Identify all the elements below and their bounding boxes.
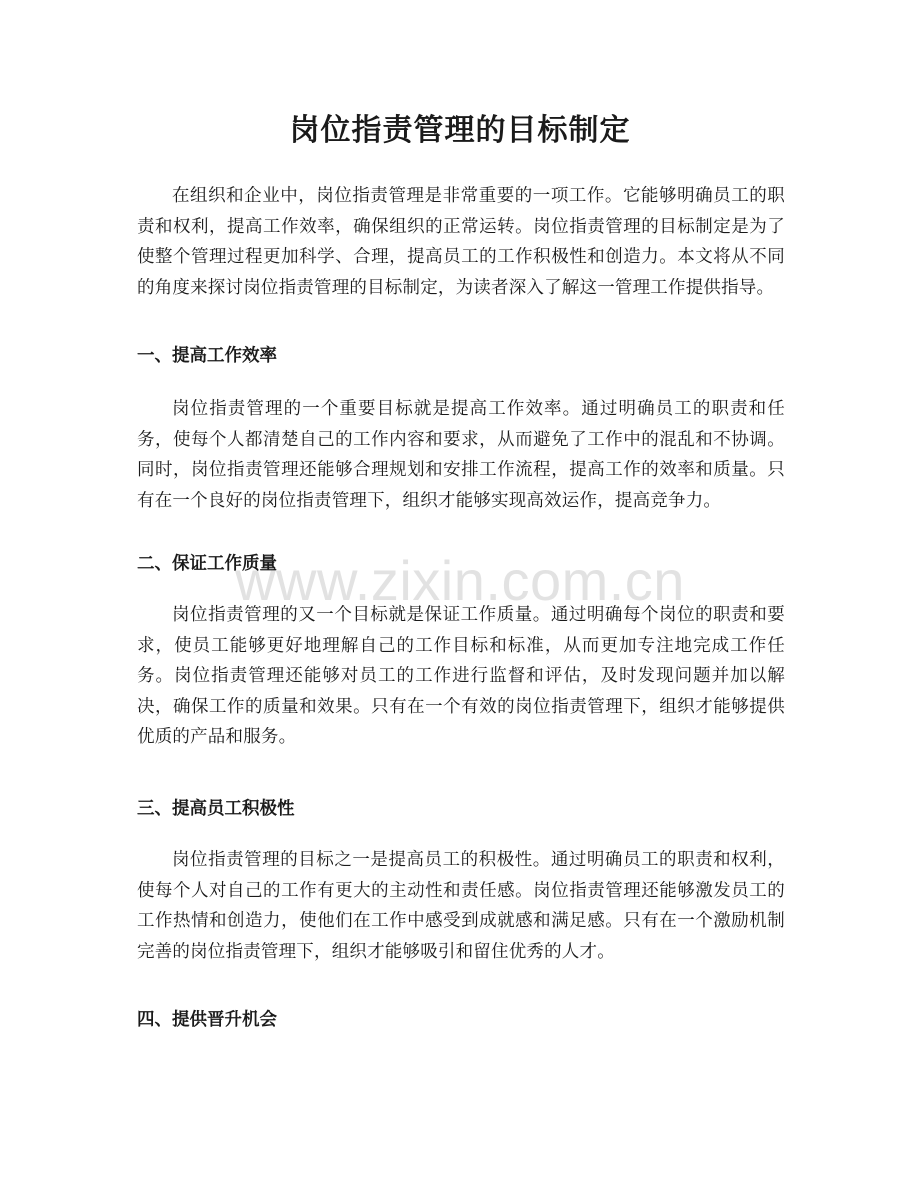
intro-paragraph: 在组织和企业中，岗位指责管理是非常重要的一项工作。它能够明确员工的职责和权利，提高工作效率，确保组织的正常运转。岗位指责管理的目标制定是为了使整个管理过程更加科学、合理，提高员工的工作积极性和创造力。本文将从不同的角度来探讨岗位指责管理的目标制定，为读者深入了解这一管理工作提供指导。	[137, 186, 785, 298]
section-heading-efficiency: 一、提高工作效率	[137, 346, 277, 366]
section-heading-motivation: 三、提高员工积极性	[137, 799, 295, 819]
section-body-motivation: 岗位指责管理的目标之一是提高员工的积极性。通过明确员工的职责和权利，使每个人对自己的工作有更大的主动性和责任感。岗位指责管理还能够激发员工的工作热情和创造力，使他们在工作中感受到成就感和满足感。只有在一个激励机制完善的岗位指责管理下，组织才能够吸引和留住优秀的人才。	[137, 850, 785, 962]
document-title: 岗位指责管理的目标制定	[289, 113, 631, 148]
section-heading-quality: 二、保证工作质量	[137, 554, 277, 574]
section-body-quality: 岗位指责管理的又一个目标就是保证工作质量。通过明确每个岗位的职责和要求，使员工能够更好地理解自己的工作目标和标准，从而更加专注地完成工作任务。岗位指责管理还能够对员工的工作进行监督和评估，及时发现问题并加以解决，确保工作的质量和效果。只有在一个有效的岗位指责管理下，组织才能够提供优质的产品和服务。	[137, 605, 785, 747]
watermark-text: www.zixin.com.cn	[235, 549, 685, 612]
section-body-efficiency: 岗位指责管理的一个重要目标就是提高工作效率。通过明确员工的职责和任务，使每个人都清楚自己的工作内容和要求，从而避免了工作中的混乱和不协调。同时，岗位指责管理还能够合理规划和安排工作流程，提高工作的效率和质量。只有在一个良好的岗位指责管理下，组织才能够实现高效运作，提高竞争力。	[137, 399, 785, 511]
section-heading-promotion: 四、提供晋升机会	[137, 1010, 277, 1030]
